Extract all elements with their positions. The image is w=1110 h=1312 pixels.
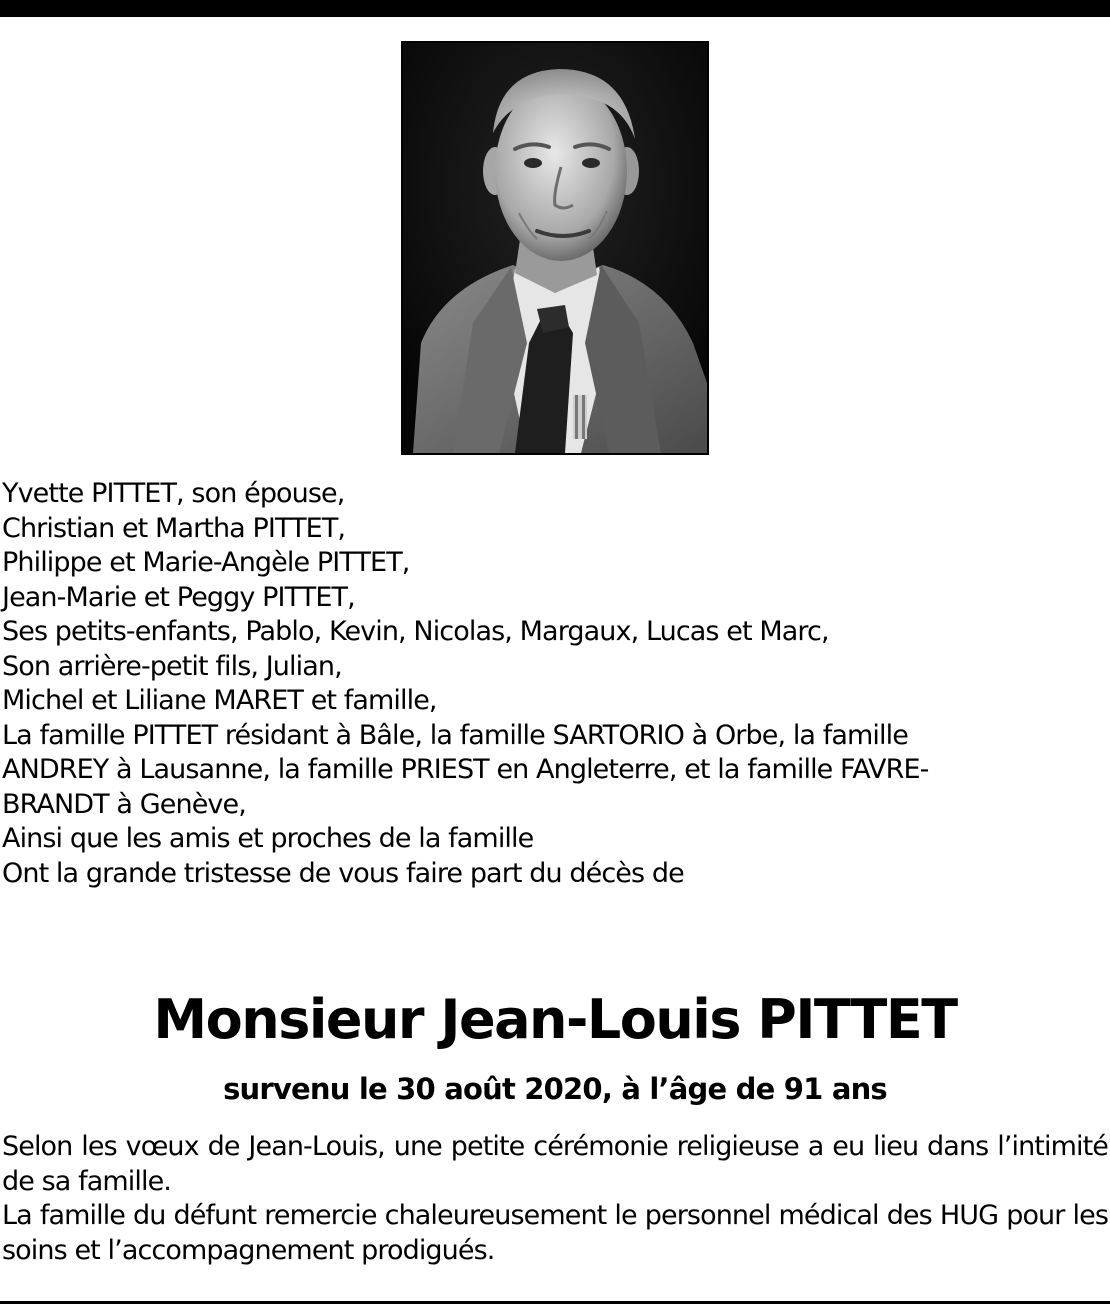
- family-line: La famille PITTET résidant à Bâle, la famille SARTORIO à Orbe, la famille: [2, 719, 908, 751]
- family-line: Jean-Marie et Peggy PITTET,: [2, 581, 355, 613]
- closing-paragraph: Selon les vœux de Jean-Louis, une petite cérémonie religieuse a eu lieu dans l’intimité de sa famille.: [2, 1131, 1108, 1197]
- bottom-rule: [0, 1301, 1110, 1304]
- family-line: Ainsi que les amis et proches de la famille: [2, 823, 534, 854]
- deceased-date: survenu le 30 août 2020, à l’âge de 91 ans: [223, 1072, 887, 1106]
- family-line: Yvette PITTET, son épouse,: [2, 478, 345, 509]
- family-line: Ses petits-enfants, Pablo, Kevin, Nicolas, Margaux, Lucas et Marc,: [2, 616, 829, 647]
- deceased-name: Monsieur Jean-Louis PITTET: [153, 988, 957, 1051]
- family-list: [2, 477, 1102, 891]
- family-line: Son arrière-petit fils, Julian,: [2, 650, 342, 682]
- portrait-icon: [403, 43, 707, 453]
- family-line: Michel et Liliane MARET et famille,: [2, 685, 437, 716]
- closing-text: [2, 1130, 1108, 1268]
- closing-paragraph: La famille du défunt remercie chaleureusement le personnel médical des HUG pour les soins et l’accompagnement prodigués.: [2, 1200, 1108, 1266]
- family-line: Philippe et Marie-Angèle PITTET,: [2, 547, 410, 578]
- family-line: Ont la grande tristesse de vous faire part du décès de: [2, 857, 684, 889]
- family-line: BRANDT à Genève,: [2, 788, 246, 820]
- family-line: Christian et Martha PITTET,: [2, 512, 346, 544]
- top-rule: [0, 0, 1110, 17]
- portrait-photo: [401, 41, 709, 455]
- family-line: ANDREY à Lausanne, la famille PRIEST en Angleterre, et la famille FAVRE-: [2, 754, 929, 785]
